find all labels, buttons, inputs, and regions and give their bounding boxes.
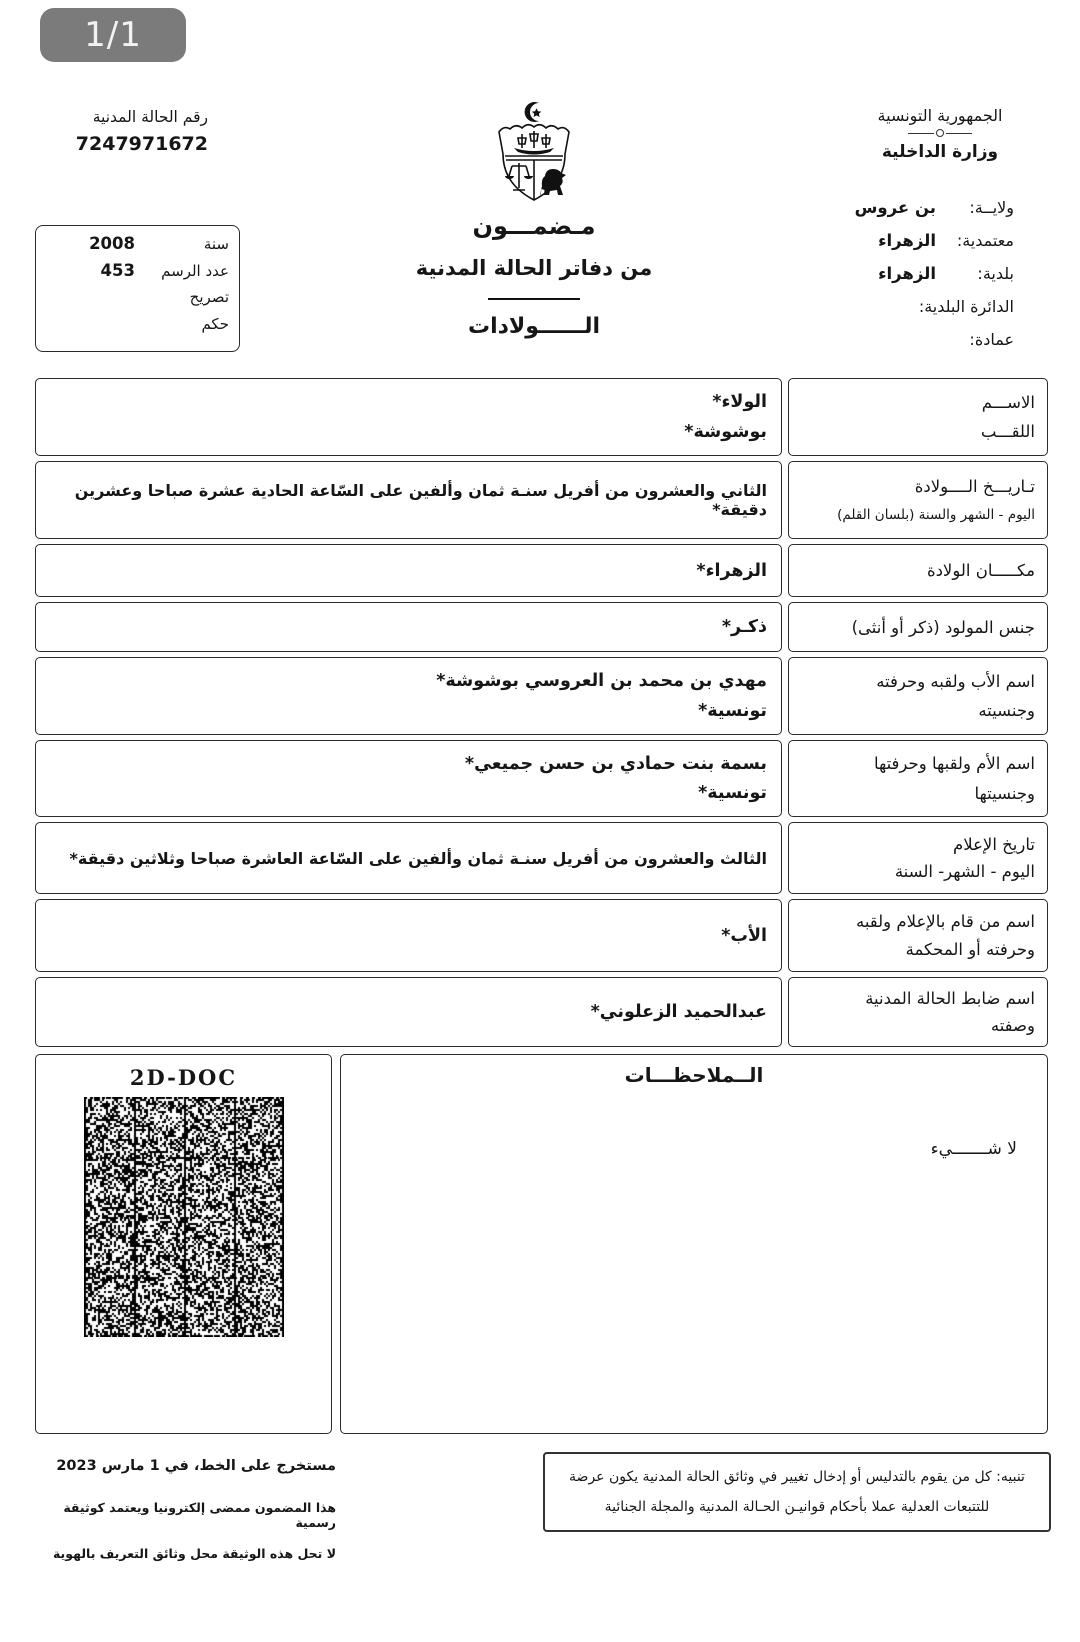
civil-id-value: 7247971672 (75, 133, 208, 155)
act-number (46, 261, 229, 288)
field-label: معتمدية: (956, 231, 1014, 250)
notes-value: لا شـــــــيء (930, 1139, 1017, 1159)
admin-field-delegation (846, 231, 1014, 264)
field-value: الزهراء (878, 231, 936, 250)
row-value: ذكـر* (35, 602, 782, 652)
admin-field-municipality (846, 264, 1014, 297)
act-reference-box (35, 225, 240, 352)
notes-title: الــملاحظـــات (624, 1063, 764, 1087)
field-value: بن عروس (854, 198, 936, 217)
row-label: تـاريـــخ الــــولادة اليوم - الشهر والسنة (بلسان القلم) (788, 461, 1048, 539)
row-label: اسم من قام بالإعلام ولقبه وحرفته أو المحكمة (788, 899, 1048, 972)
field-label: سنة (203, 235, 229, 253)
field-label: تصريح (189, 288, 229, 306)
admin-field-district (846, 297, 1014, 330)
certificate-table (35, 378, 1048, 1047)
row-label: مكـــــان الولادة (788, 544, 1048, 597)
barcode-box (35, 1054, 332, 1434)
table-row-father (35, 657, 1048, 735)
warning-line-2: للتتبعات العدلية عملا بأحكام قوانيـن الحـالة المدنية والمجلة الجنائية (604, 1499, 990, 1515)
page-count-badge: 1/1 (40, 8, 186, 62)
footer-disclaimer-1: هذا المضمون ممضى إلكترونيا ويعتمد كوثيقة رسمية (63, 1500, 336, 1530)
row-value: الولاء* بوشوشة* (35, 378, 782, 456)
row-value: الثاني والعشرون من أفريل سنـة ثمان وألفين على السّاعة الحادية عشرة صباحا وعشرين دقيقة* (35, 461, 782, 539)
table-row-name (35, 378, 1048, 456)
footer-extract-date: مستخرج على الخط، في 1 مارس 2023 (56, 1458, 336, 1474)
warning-line-1: تنبيه: كل من يقوم بالتدليس أو إدخال تغيير في وثائق الحالة المدنية يكون عرضة (569, 1469, 1025, 1485)
row-label: الاســـم اللقـــب (788, 378, 1048, 456)
table-row-declarant (35, 899, 1048, 972)
row-label: اسم ضابط الحالة المدنية وصفته (788, 977, 1048, 1047)
row-label: تاريخ الإعلام اليوم - الشهر- السنة (788, 822, 1048, 894)
ornament-divider-icon (856, 129, 1024, 137)
row-label: اسم الأم ولقبها وحرفتها وجنسيتها (788, 740, 1048, 817)
row-value: عبدالحميد الزعلوني* (35, 977, 782, 1047)
table-row-registrar (35, 977, 1048, 1047)
tunisia-coat-of-arms-icon (492, 100, 576, 208)
act-declaration (46, 288, 229, 315)
doc-title-main: مـضمـــون (472, 212, 596, 240)
table-row-birthdate (35, 461, 1048, 539)
field-value: 2008 (89, 234, 135, 253)
row-value: بسمة بنت حمادي بن حسن جميعي* تونسية* (35, 740, 782, 817)
civil-id-label: رقم الحالة المدنية (92, 108, 208, 126)
field-label: عدد الرسم (161, 262, 229, 280)
republic-block (856, 106, 1024, 162)
field-label: عمادة: (969, 330, 1014, 349)
table-row-birthplace (35, 544, 1048, 597)
barcode-title: 2D-DOC (129, 1065, 238, 1090)
table-row-gender (35, 602, 1048, 652)
row-value: الأب* (35, 899, 782, 972)
republic-title: الجمهورية التونسية (877, 106, 1003, 125)
admin-field-imada (846, 330, 1014, 363)
footer-left-block (40, 1458, 336, 1561)
row-label: اسم الأب ولقبه وحرفته وجنسيته (788, 657, 1048, 735)
field-label: الدائرة البلدية: (918, 297, 1014, 316)
doc-title-births: الــــــولادات (467, 314, 601, 339)
row-value: مهدي بن محمد بن العروسي بوشوشة* تونسية* (35, 657, 782, 735)
field-label: حكم (201, 315, 229, 333)
field-label: ولايــة: (969, 198, 1014, 217)
warning-box (543, 1452, 1051, 1532)
table-row-declaration-date (35, 822, 1048, 894)
row-value: الزهراء* (35, 544, 782, 597)
field-value: 453 (100, 261, 135, 280)
table-row-mother (35, 740, 1048, 817)
notes-box (340, 1054, 1048, 1434)
civil-id-block (68, 108, 208, 155)
2d-doc-barcode (84, 1097, 284, 1337)
document-title-block (388, 212, 680, 339)
admin-fields (846, 198, 1014, 363)
footer-disclaimer-2: لا تحل هذه الوثيقة محل وثائق التعريف بالهوية (52, 1546, 336, 1561)
row-label: جنس المولود (ذكر أو أنثى) (788, 602, 1048, 652)
act-judgment (46, 315, 229, 342)
field-value: الزهراء (878, 264, 936, 283)
row-value: الثالث والعشرون من أفريل سنـة ثمان وألفين على السّاعة العاشرة صباحا وثلاثين دقيقة* (35, 822, 782, 894)
doc-title-sub: من دفاتر الحالة المدنية (415, 256, 653, 280)
field-label: بلدية: (977, 264, 1014, 283)
admin-field-wilaya (846, 198, 1014, 231)
title-divider (488, 298, 580, 300)
ministry-title: وزارة الداخلية (881, 142, 999, 162)
act-year (46, 234, 229, 261)
